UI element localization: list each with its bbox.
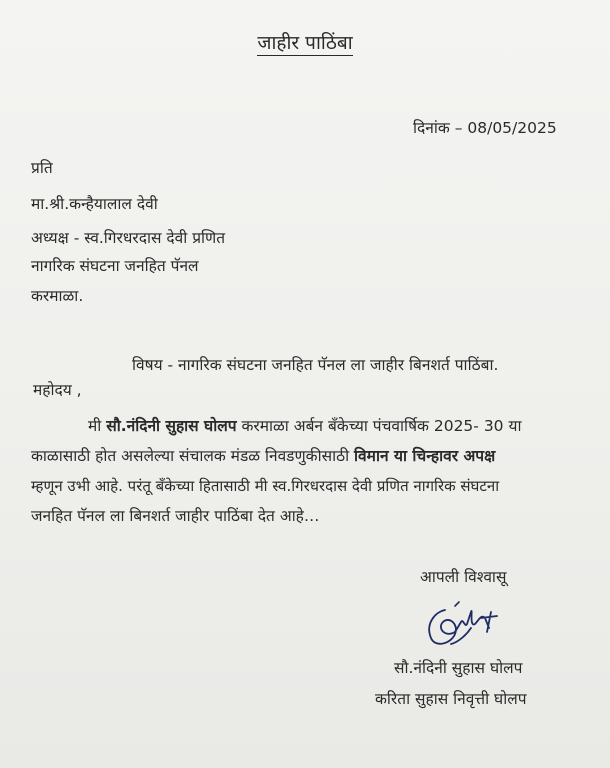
signature-icon [415, 598, 515, 658]
letter-subject: विषय - नागरिक संघटना जनहित पॅनल ला जाहीर बिनशर्त पाठिंबा. [132, 356, 499, 374]
salutation: महोदय , [33, 381, 82, 399]
body-line-3: म्हणून उभी आहे. परंतू बँकेच्या हितासाठी मी स्व.गिरधरदास देवी प्रणित नागरिक संघटना [31, 477, 500, 495]
recipient-line-3: नागरिक संघटना जनहित पॅनल [31, 257, 199, 275]
letter-date: दिनांक – 08/05/2025 [413, 119, 557, 137]
election-symbol: विमान या चिन्हावर अपक्ष [354, 447, 496, 465]
recipient-line-2: अध्यक्ष - स्व.गिरधरदास देवी प्रणित [31, 229, 226, 247]
closing: आपली विश्वासू [420, 568, 507, 586]
body-line-2: काळासाठी होत असलेल्या संचालक मंडळ निवडणुकीसाठी विमान या चिन्हावर अपक्ष [31, 447, 496, 465]
body-line-4: जनहित पॅनल ला बिनशर्त जाहीर पाठिंबा देत आहे… [31, 507, 320, 525]
signatory-name: सौ.नंदिनी सुहास घोलप [394, 659, 523, 677]
recipient-prefix: प्रति [31, 159, 53, 177]
recipient-line-1: मा.श्री.कन्हैयालाल देवी [31, 195, 158, 213]
body-line-1: मी सौ.नंदिनी सुहास घोलप करमाळा अर्बन बँकेच्या पंचवार्षिक 2025- 30 या [88, 417, 522, 435]
recipient-line-4: करमाळा. [31, 287, 84, 305]
letter-title: जाहीर पाठिंबा [257, 32, 353, 54]
signatory-relation: करिता सुहास निवृत्ती घोलप [375, 690, 527, 708]
candidate-name: सौ.नंदिनी सुहास घोलप [106, 417, 237, 435]
